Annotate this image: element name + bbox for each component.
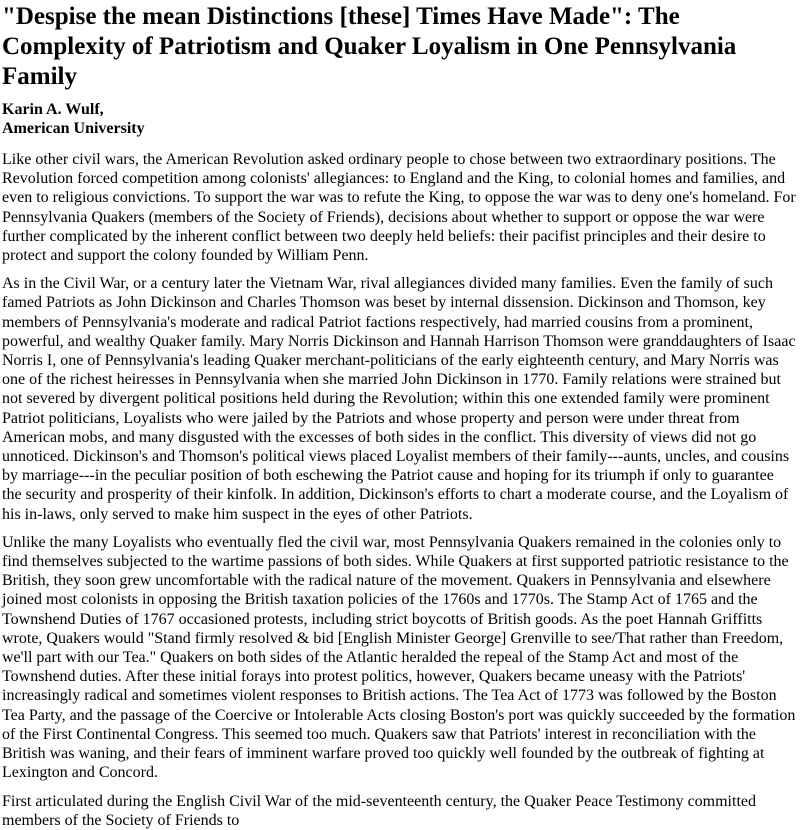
author-name: Karin A. Wulf, <box>2 101 104 118</box>
author-block <box>2 100 797 138</box>
paragraph-intro: Like other civil wars, the American Revolution asked ordinary people to chose between two extraordinary positions. The Revolution forced competition among colonists' allegiances: to England and the King, to colonial homes and families, and even to religious convictions. To support the war was to refute the King, to oppose the war was to deny one's homeland. For Pennsylvania Quakers (members of the Society of Friends), decisions about whether to support or oppose the war were further complicated by the inherent conflict between two deeply held beliefs: their pacifist principles and their desire to protect and support the colony founded by William Penn. <box>2 151 796 265</box>
paper-title: "Despise the mean Distinctions [these] Times Have Made": The Complexity of Patriotism and Quaker Loyalism in One Pennsylvania Family <box>2 3 737 90</box>
paper-body <box>2 150 797 830</box>
paragraph-quaker-protest: Unlike the many Loyalists who eventually fled the civil war, most Pennsylvania Quakers remained in the colonies only to find themselves subjected to the wartime passions of both sides. While Quakers at first supported patriotic resistance to the British, they soon grew uncomfortable with the radical nature of the movement. Quakers in Pennsylvania and elsewhere joined most colonists in opposing the British taxation policies of the 1760s and 1770s. The Stamp Act of 1765 and the Townshend Duties of 1767 occasioned protests, including strict boycotts of British goods. As the poet Hannah Griffitts wrote, Quakers would "Stand firmly resolved & bid [English Minister George] Grenville to see/That rather than Freedom, we'll part with our Tea." Quakers on both sides of the Atlantic heralded the repeal of the Stamp Act and most of the Townshend duties. After these initial forays into protest politics, however, Quakers became uneasy with the Patriots' increasingly radical and sometimes violent responses to British actions. The Tea Act of 1773 was followed by the Boston Tea Party, and the passage of the Coercive or Intolerable Acts closing Boston's port was quickly succeeded by the formation of the First Continental Congress. This seemed too much. Quakers saw that Patriots' interest in reconciliation with the British was waning, and their fears of imminent warfare proved too quickly well founded by the outbreak of fighting at Lexington and Concord. <box>2 533 796 782</box>
paragraph-family-divisions: As in the Civil War, or a century later the Vietnam War, rival allegiances divided many families. Even the family of such famed Patriots as John Dickinson and Charles Thomson was beset by internal dissension. Dickinson and Thomson, key members of Pennsylvania's moderate and radical Patriot factions respectively, had married cousins from a prominent, powerful, and wealthy Quaker family. Mary Norris Dickinson and Hannah Harrison Thomson were granddaughters of Isaac Norris I, one of Pennsylvania's leading Quaker merchant-politicians of the early eighteenth century, and Mary Norris was one of the richest heiresses in Pennsylvania when she married John Dickinson in 1770. Family relations were strained but not severed by divergent political positions held during the Revolution; within this one extended family were prominent Patriot politicians, Loyalists who were jailed by the Patriots and whose property and person were under threat from American mobs, and many disgusted with the excesses of both sides in the conflict. This diversity of views did not go unnoticed. Dickinson's and Thomson's political views placed Loyalist members of their family---aunts, uncles, and cousins by marriage---in the peculiar position of both eschewing the Patriot cause and hoping for its triumph if only to guarantee the security and prosperity of their kinfolk. In addition, Dickinson's efforts to chart a moderate course, and the Loyalism of his in-laws, only served to make him suspect in the eyes of other Patriots. <box>2 275 796 523</box>
author-affiliation: American University <box>2 120 145 137</box>
paragraph-peace-testimony-truncated: First articulated during the English Civil War of the mid-seventeenth century, the Quaker Peace Testimony committed members of the Society of Friends to <box>2 792 756 829</box>
